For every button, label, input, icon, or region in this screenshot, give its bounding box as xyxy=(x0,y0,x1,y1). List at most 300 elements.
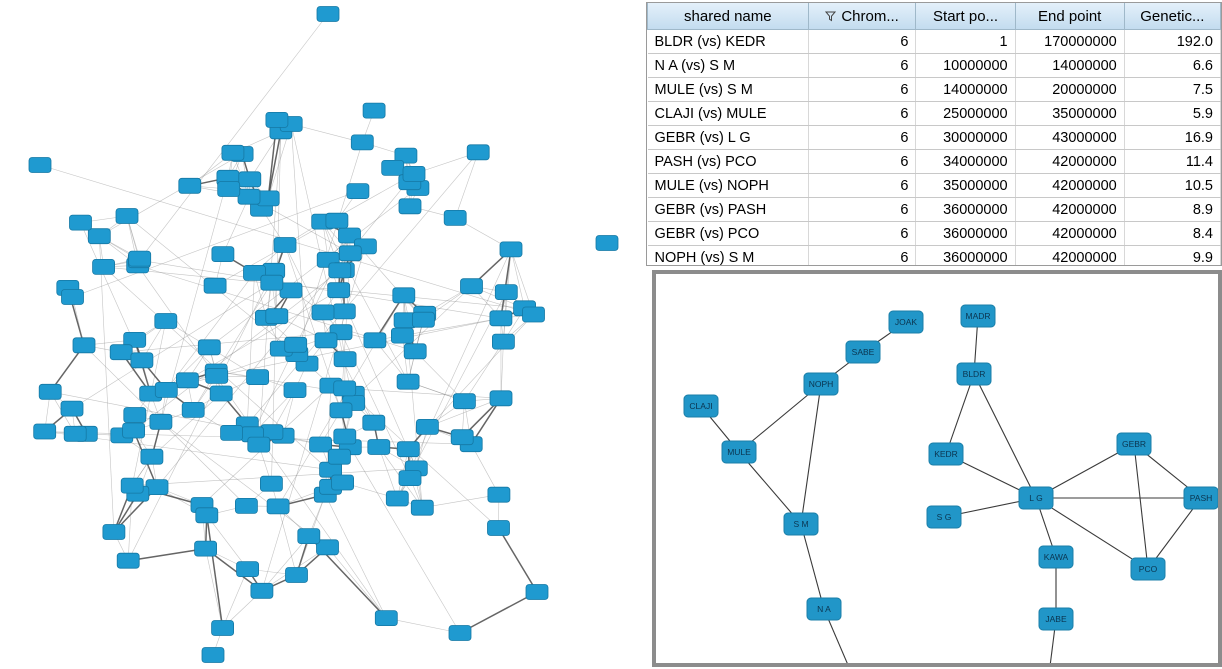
network-node-shape[interactable] xyxy=(397,374,419,389)
network-node[interactable] xyxy=(490,311,512,326)
network-node[interactable] xyxy=(807,598,841,620)
network-node[interactable] xyxy=(257,191,279,206)
network-node[interactable] xyxy=(73,338,95,353)
network-node[interactable] xyxy=(846,341,880,363)
network-node[interactable] xyxy=(363,415,385,430)
table-body[interactable] xyxy=(648,30,1221,267)
network-node-shape[interactable] xyxy=(467,145,489,160)
network-node[interactable] xyxy=(247,370,269,385)
network-node[interactable] xyxy=(397,374,419,389)
network-node-shape[interactable] xyxy=(260,476,282,491)
network-node[interactable] xyxy=(889,311,923,333)
cell-value: 5.9 xyxy=(1124,102,1220,126)
network-node[interactable] xyxy=(62,290,84,305)
network-edge xyxy=(206,549,223,628)
network-node[interactable] xyxy=(146,480,168,495)
network-node-shape[interactable] xyxy=(492,334,514,349)
network-node[interactable] xyxy=(351,135,373,150)
network-edge xyxy=(946,374,974,454)
network-edge xyxy=(139,14,328,260)
network-node[interactable] xyxy=(500,242,522,257)
network-node[interactable] xyxy=(397,442,419,457)
cell-value: 14000000 xyxy=(1015,54,1124,78)
network-node[interactable] xyxy=(260,476,282,491)
network-node[interactable] xyxy=(235,498,257,513)
table-column-header[interactable] xyxy=(808,3,916,30)
network-node-shape[interactable] xyxy=(70,215,92,230)
network-node[interactable] xyxy=(328,283,350,298)
network-node[interactable] xyxy=(1117,433,1151,455)
network-node[interactable] xyxy=(315,333,337,348)
network-node[interactable] xyxy=(339,246,361,261)
filter-icon[interactable] xyxy=(825,11,836,22)
network-node[interactable] xyxy=(131,353,153,368)
cell-value: 6 xyxy=(808,126,916,150)
network-node-shape[interactable] xyxy=(62,290,84,305)
cell-shared-name: GEBR (vs) PASH xyxy=(648,198,809,222)
cell-shared-name: GEBR (vs) L G xyxy=(648,126,809,150)
table-row[interactable] xyxy=(648,150,1221,174)
network-node-shape[interactable] xyxy=(334,381,356,396)
network-node-shape[interactable] xyxy=(382,160,404,175)
network-node-shape[interactable] xyxy=(411,500,433,515)
network-node[interactable] xyxy=(239,172,261,187)
network-node[interactable] xyxy=(266,309,288,324)
network-node-shape[interactable] xyxy=(266,112,288,127)
network-node[interactable] xyxy=(121,478,143,493)
network-node-shape[interactable] xyxy=(155,382,177,397)
cell-value: 43000000 xyxy=(1015,126,1124,150)
network-node[interactable] xyxy=(124,408,146,423)
network-node-shape[interactable] xyxy=(363,415,385,430)
network-node-shape[interactable] xyxy=(206,368,228,383)
network-node-shape[interactable] xyxy=(596,236,618,251)
network-node-shape[interactable] xyxy=(495,285,517,300)
network-node[interactable] xyxy=(222,145,244,160)
network-node[interactable] xyxy=(784,513,818,535)
network-node[interactable] xyxy=(150,414,172,429)
network-node-shape[interactable] xyxy=(444,210,466,225)
table-column-label: Genetic... xyxy=(1140,7,1205,25)
network-node-shape[interactable] xyxy=(247,370,269,385)
network-node-shape[interactable] xyxy=(368,440,390,455)
network-node-shape[interactable] xyxy=(393,288,415,303)
network-node[interactable] xyxy=(129,251,151,266)
network-node-shape[interactable] xyxy=(235,498,257,513)
network-node-shape[interactable] xyxy=(103,525,125,540)
network-node-shape[interactable] xyxy=(328,449,350,464)
cell-value: 11.4 xyxy=(1124,150,1220,174)
network-node-shape[interactable] xyxy=(363,103,385,118)
network-node-shape[interactable] xyxy=(150,414,172,429)
network-node[interactable] xyxy=(451,430,473,445)
network-node-shape[interactable] xyxy=(329,263,351,278)
network-node-shape[interactable] xyxy=(34,424,56,439)
table-row[interactable] xyxy=(648,126,1221,150)
network-node-shape[interactable] xyxy=(351,135,373,150)
network-node-shape[interactable] xyxy=(141,449,163,464)
network-edge xyxy=(455,152,478,218)
network-node-shape[interactable] xyxy=(116,209,138,224)
network-node[interactable] xyxy=(1019,487,1053,509)
network-node[interactable] xyxy=(684,395,718,417)
network-node-shape[interactable] xyxy=(397,442,419,457)
cell-shared-name: BLDR (vs) KEDR xyxy=(648,30,809,54)
network-node-shape[interactable] xyxy=(449,626,471,641)
network-node-shape[interactable] xyxy=(124,408,146,423)
network-node-shape[interactable] xyxy=(403,166,425,181)
table-row[interactable] xyxy=(648,78,1221,102)
network-node-shape[interactable] xyxy=(210,386,232,401)
network-node-shape[interactable] xyxy=(412,312,434,327)
network-node[interactable] xyxy=(804,373,838,395)
network-node-shape[interactable] xyxy=(204,278,226,293)
network-node[interactable] xyxy=(461,279,483,294)
network-node[interactable] xyxy=(412,312,434,327)
network-node[interactable] xyxy=(495,285,517,300)
network-node-shape[interactable] xyxy=(88,229,110,244)
network-node-shape[interactable] xyxy=(416,419,438,434)
network-node[interactable] xyxy=(61,401,83,416)
network-node[interactable] xyxy=(393,288,415,303)
network-node[interactable] xyxy=(238,189,260,204)
network-node-shape[interactable] xyxy=(221,425,243,440)
network-node[interactable] xyxy=(39,384,61,399)
table-row[interactable] xyxy=(648,246,1221,267)
network-node[interactable] xyxy=(206,368,228,383)
network-node[interactable] xyxy=(210,386,232,401)
network-node-label: S G xyxy=(936,511,952,522)
network-node-shape[interactable] xyxy=(488,521,510,536)
network-node-shape[interactable] xyxy=(315,333,337,348)
network-node[interactable] xyxy=(334,381,356,396)
network-node[interactable] xyxy=(328,449,350,464)
table-column-header[interactable] xyxy=(1124,3,1220,30)
network-node[interactable] xyxy=(488,487,510,502)
table-column-header[interactable] xyxy=(1015,3,1124,30)
cell-value: 6 xyxy=(808,150,916,174)
table-column-label: Chrom... xyxy=(841,7,899,25)
network-node[interactable] xyxy=(1039,546,1073,568)
network-node-shape[interactable] xyxy=(285,337,307,352)
table-row[interactable] xyxy=(648,198,1221,222)
cell-value: 1 xyxy=(916,30,1015,54)
network-node[interactable] xyxy=(123,423,145,438)
network-node-shape[interactable] xyxy=(298,529,320,544)
cell-value: 30000000 xyxy=(916,126,1015,150)
network-node-shape[interactable] xyxy=(179,178,201,193)
network-node[interactable] xyxy=(1131,558,1165,580)
network-node[interactable] xyxy=(212,621,234,636)
network-node-shape[interactable] xyxy=(399,471,421,486)
cell-value: 36000000 xyxy=(916,246,1015,267)
network-node[interactable] xyxy=(117,553,139,568)
network-node-label: MULE xyxy=(727,446,751,457)
network-node-shape[interactable] xyxy=(93,259,115,274)
network-edge xyxy=(207,515,223,628)
network-node[interactable] xyxy=(29,158,51,173)
network-node[interactable] xyxy=(333,304,355,319)
network-node-shape[interactable] xyxy=(202,648,224,663)
network-node-shape[interactable] xyxy=(286,568,308,583)
network-node-shape[interactable] xyxy=(339,246,361,261)
network-node[interactable] xyxy=(1184,487,1218,509)
network-node[interactable] xyxy=(403,166,425,181)
network-node[interactable] xyxy=(195,541,217,556)
network-node[interactable] xyxy=(929,443,963,465)
network-node-shape[interactable] xyxy=(182,402,204,417)
network-node-shape[interactable] xyxy=(334,352,356,367)
network-node[interactable] xyxy=(280,283,302,298)
network-node[interactable] xyxy=(198,340,220,355)
network-node[interactable] xyxy=(34,424,56,439)
table-row[interactable] xyxy=(648,222,1221,246)
network-node[interactable] xyxy=(286,568,308,583)
network-node[interactable] xyxy=(526,585,548,600)
network-node-shape[interactable] xyxy=(332,475,354,490)
network-node[interactable] xyxy=(492,334,514,349)
network-node-shape[interactable] xyxy=(310,437,332,452)
cell-value: 6 xyxy=(808,222,916,246)
network-node[interactable] xyxy=(449,626,471,641)
network-node[interactable] xyxy=(453,394,475,409)
network-node[interactable] xyxy=(957,363,991,385)
network-node[interactable] xyxy=(467,145,489,160)
network-node[interactable] xyxy=(375,611,397,626)
network-node-label: SABE xyxy=(851,346,875,357)
network-node-shape[interactable] xyxy=(261,275,283,290)
network-node[interactable] xyxy=(416,419,438,434)
network-node-shape[interactable] xyxy=(146,480,168,495)
cell-shared-name: N A (vs) S M xyxy=(648,54,809,78)
network-node-shape[interactable] xyxy=(523,307,545,322)
network-node[interactable] xyxy=(404,344,426,359)
network-node-shape[interactable] xyxy=(488,487,510,502)
network-node[interactable] xyxy=(221,425,243,440)
network-node[interactable] xyxy=(176,373,198,388)
network-node[interactable] xyxy=(182,402,204,417)
network-node-shape[interactable] xyxy=(280,283,302,298)
network-node[interactable] xyxy=(310,437,332,452)
network-node-shape[interactable] xyxy=(274,238,296,253)
network-node[interactable] xyxy=(363,103,385,118)
table-column-header[interactable] xyxy=(916,3,1015,30)
network-node[interactable] xyxy=(523,307,545,322)
network-node[interactable] xyxy=(266,112,288,127)
network-node[interactable] xyxy=(317,7,339,22)
network-node-shape[interactable] xyxy=(110,345,132,360)
network-node-shape[interactable] xyxy=(526,585,548,600)
network-node[interactable] xyxy=(248,437,270,452)
cell-value: 8.4 xyxy=(1124,222,1220,246)
network-node-shape[interactable] xyxy=(117,553,139,568)
network-node[interactable] xyxy=(490,391,512,406)
network-node-shape[interactable] xyxy=(404,344,426,359)
network-node[interactable] xyxy=(237,562,259,577)
network-node-shape[interactable] xyxy=(328,283,350,298)
network-edge xyxy=(501,342,503,399)
network-node-shape[interactable] xyxy=(73,338,95,353)
network-node-shape[interactable] xyxy=(131,353,153,368)
network-node-shape[interactable] xyxy=(257,191,279,206)
network-node-shape[interactable] xyxy=(333,304,355,319)
network-node[interactable] xyxy=(196,508,218,523)
network-node-shape[interactable] xyxy=(121,478,143,493)
cell-value: 6 xyxy=(808,174,916,198)
small-network-graph[interactable] xyxy=(652,270,1222,667)
network-edge xyxy=(223,197,249,254)
network-node-shape[interactable] xyxy=(330,403,352,418)
network-node[interactable] xyxy=(961,305,995,327)
network-node[interactable] xyxy=(444,210,466,225)
network-node-shape[interactable] xyxy=(347,184,369,199)
network-node-shape[interactable] xyxy=(39,384,61,399)
table-column-header[interactable] xyxy=(648,3,809,30)
table-row[interactable] xyxy=(648,54,1221,78)
network-node-shape[interactable] xyxy=(238,189,260,204)
network-node[interactable] xyxy=(155,314,177,329)
network-node[interactable] xyxy=(399,471,421,486)
network-node[interactable] xyxy=(70,215,92,230)
network-node-shape[interactable] xyxy=(284,383,306,398)
network-node[interactable] xyxy=(218,182,240,197)
network-node[interactable] xyxy=(103,525,125,540)
network-node[interactable] xyxy=(329,263,351,278)
network-node-shape[interactable] xyxy=(326,213,348,228)
large-network-nodes[interactable] xyxy=(29,7,618,663)
network-node-shape[interactable] xyxy=(123,423,145,438)
network-node-shape[interactable] xyxy=(490,391,512,406)
network-node[interactable] xyxy=(334,429,356,444)
cell-value: 170000000 xyxy=(1015,30,1124,54)
network-node[interactable] xyxy=(155,382,177,397)
network-node[interactable] xyxy=(399,199,421,214)
network-node[interactable] xyxy=(364,333,386,348)
network-node[interactable] xyxy=(88,229,110,244)
network-node[interactable] xyxy=(285,337,307,352)
network-node[interactable] xyxy=(347,184,369,199)
network-node[interactable] xyxy=(267,499,289,514)
network-node[interactable] xyxy=(312,305,334,320)
network-node-shape[interactable] xyxy=(364,333,386,348)
network-node-label: PASH xyxy=(1189,492,1213,503)
network-node[interactable] xyxy=(391,328,413,343)
network-node-shape[interactable] xyxy=(391,328,413,343)
network-node-shape[interactable] xyxy=(317,7,339,22)
network-node-shape[interactable] xyxy=(451,430,473,445)
network-node-shape[interactable] xyxy=(64,426,86,441)
network-edge xyxy=(128,549,205,561)
network-node[interactable] xyxy=(202,648,224,663)
network-node-shape[interactable] xyxy=(386,491,408,506)
network-node-shape[interactable] xyxy=(248,437,270,452)
network-node-shape[interactable] xyxy=(453,394,475,409)
small-network-svg[interactable] xyxy=(656,274,1218,663)
table-row[interactable] xyxy=(648,174,1221,198)
network-node[interactable] xyxy=(596,236,618,251)
network-node-shape[interactable] xyxy=(218,182,240,197)
cell-value: 35000000 xyxy=(1015,102,1124,126)
network-node[interactable] xyxy=(722,441,756,463)
network-node-shape[interactable] xyxy=(267,499,289,514)
cell-value: 14000000 xyxy=(916,78,1015,102)
network-node-shape[interactable] xyxy=(212,247,234,262)
network-node-shape[interactable] xyxy=(196,508,218,523)
network-node-shape[interactable] xyxy=(237,562,259,577)
network-node[interactable] xyxy=(298,529,320,544)
network-node[interactable] xyxy=(204,278,226,293)
network-node-shape[interactable] xyxy=(195,541,217,556)
network-node[interactable] xyxy=(386,491,408,506)
network-node-shape[interactable] xyxy=(198,340,220,355)
cell-shared-name: CLAJI (vs) MULE xyxy=(648,102,809,126)
network-node[interactable] xyxy=(1039,608,1073,630)
network-node[interactable] xyxy=(326,213,348,228)
cell-value: 34000000 xyxy=(916,150,1015,174)
network-node[interactable] xyxy=(110,345,132,360)
cell-value: 6 xyxy=(808,78,916,102)
network-edge xyxy=(422,495,499,508)
network-node-shape[interactable] xyxy=(500,242,522,257)
network-node-shape[interactable] xyxy=(399,199,421,214)
network-node[interactable] xyxy=(116,209,138,224)
network-node-shape[interactable] xyxy=(461,279,483,294)
network-node-shape[interactable] xyxy=(251,583,273,598)
network-node[interactable] xyxy=(284,383,306,398)
cell-value: 6 xyxy=(808,246,916,267)
network-node[interactable] xyxy=(927,506,961,528)
network-node[interactable] xyxy=(382,160,404,175)
small-network-nodes[interactable] xyxy=(684,305,1218,663)
network-node[interactable] xyxy=(93,259,115,274)
network-node[interactable] xyxy=(212,247,234,262)
network-node[interactable] xyxy=(332,475,354,490)
network-node-shape[interactable] xyxy=(490,311,512,326)
network-node-shape[interactable] xyxy=(375,611,397,626)
results-table-panel[interactable] xyxy=(646,2,1222,266)
network-node-shape[interactable] xyxy=(29,158,51,173)
network-node-shape[interactable] xyxy=(266,309,288,324)
network-node-label: PCO xyxy=(1138,563,1158,574)
results-table[interactable] xyxy=(647,3,1221,266)
network-node-shape[interactable] xyxy=(61,401,83,416)
network-node-shape[interactable] xyxy=(334,429,356,444)
network-node[interactable] xyxy=(274,238,296,253)
network-node[interactable] xyxy=(488,521,510,536)
network-node-shape[interactable] xyxy=(155,314,177,329)
table-row[interactable] xyxy=(648,102,1221,126)
network-node[interactable] xyxy=(334,352,356,367)
network-node-label: S M xyxy=(793,518,809,529)
network-node-shape[interactable] xyxy=(239,172,261,187)
network-node-shape[interactable] xyxy=(129,251,151,266)
network-node[interactable] xyxy=(251,583,273,598)
network-node[interactable] xyxy=(330,403,352,418)
network-node-shape[interactable] xyxy=(176,373,198,388)
network-node[interactable] xyxy=(261,275,283,290)
network-node[interactable] xyxy=(368,440,390,455)
cell-value: 7.5 xyxy=(1124,78,1220,102)
network-node[interactable] xyxy=(411,500,433,515)
network-node-shape[interactable] xyxy=(212,621,234,636)
network-node[interactable] xyxy=(141,449,163,464)
table-row[interactable] xyxy=(648,30,1221,54)
network-node[interactable] xyxy=(64,426,86,441)
cell-shared-name: MULE (vs) S M xyxy=(648,78,809,102)
network-node-shape[interactable] xyxy=(222,145,244,160)
network-node-shape[interactable] xyxy=(312,305,334,320)
network-node[interactable] xyxy=(179,178,201,193)
